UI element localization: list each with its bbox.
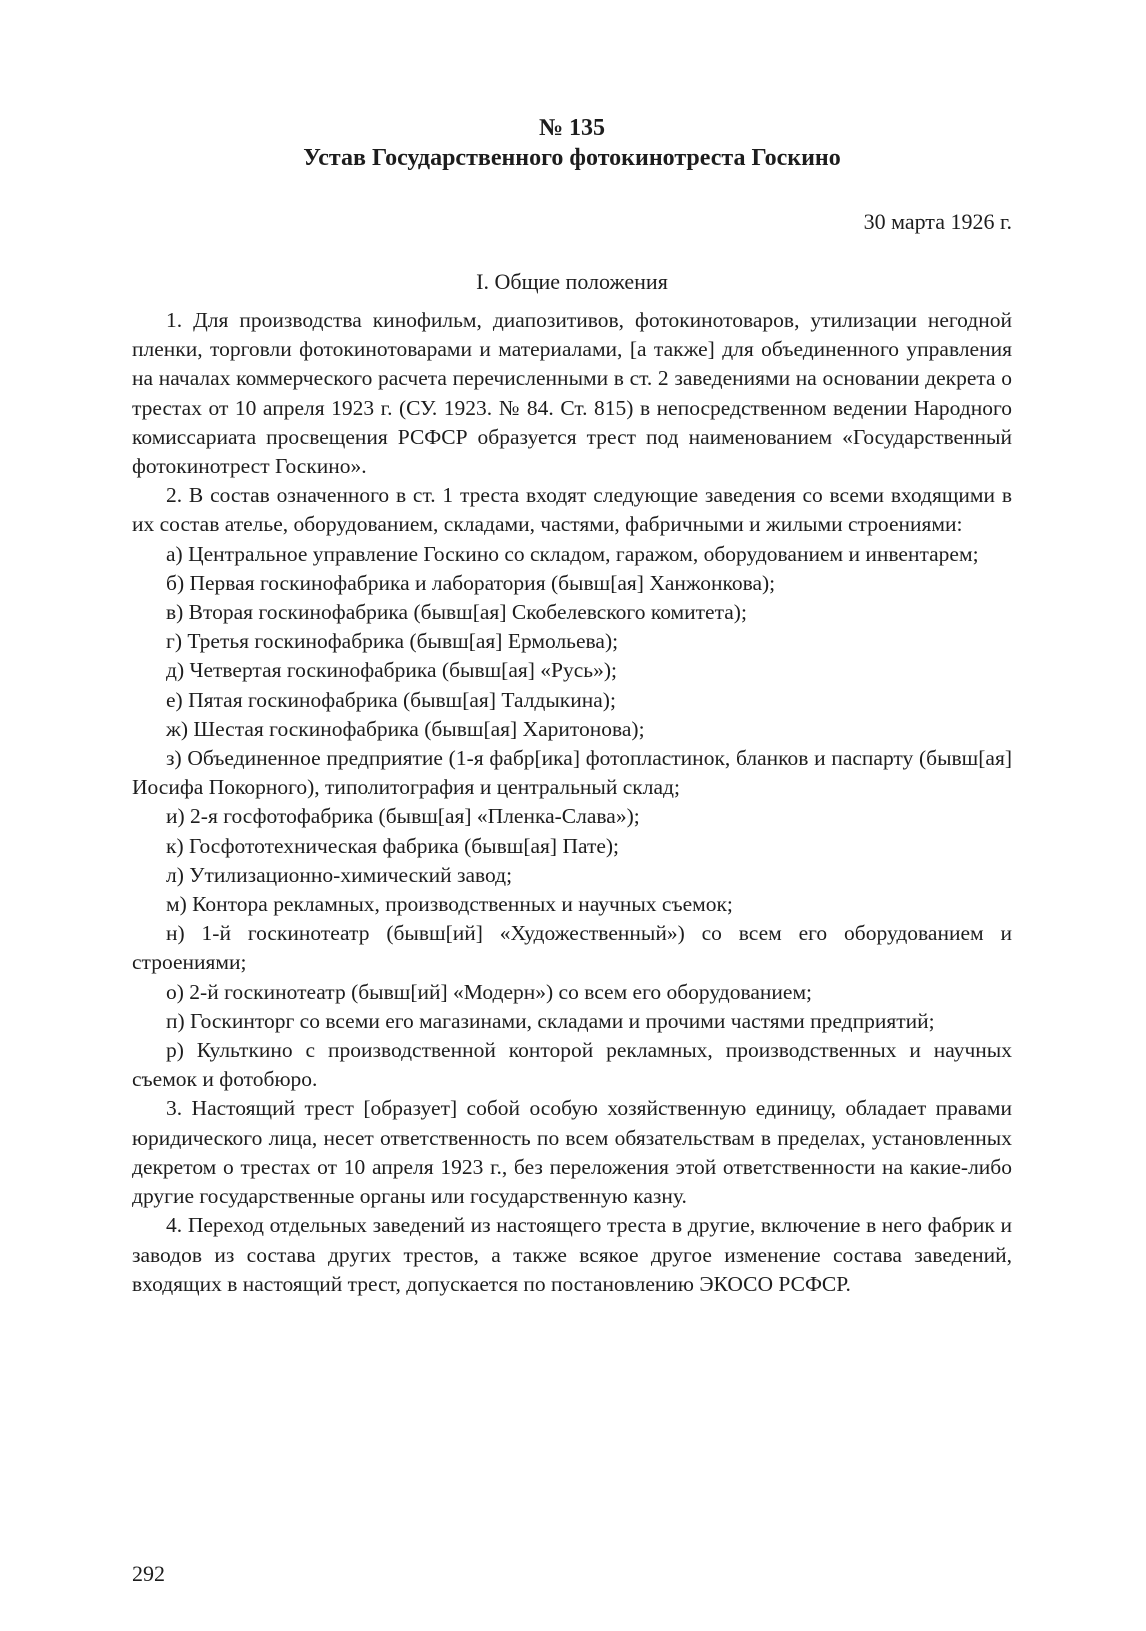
list-item-o: о) 2-й госкинотеатр (бывш[ий] «Модерн») со всем его оборудованием; <box>166 979 813 1004</box>
document-date: 30 марта 1926 г. <box>863 209 1012 234</box>
list-item-g: г) Третья госкинофабрика (бывш[ая] Ермольева); <box>166 629 619 654</box>
paragraph-1: 1. Для производства кинофильм, диапозитивов, фотокинотоваров, утилизации негодной пленки, торговли фотокинотоварами и материалами, [а также] для объединенного управления на началах коммерческого расчета перечисленными в ст. 2 заведениями на основании декрета о трестах от 10 апреля 1923 г. (СУ. 1923. № 84. Ст. 815) в непосредственном ведении Народного комиссариата просвещения РСФСР образуется трест под наименованием «Государственный фотокинотрест Госкино». <box>132 308 1012 479</box>
list-item-p: п) Госкинторг со всеми его магазинами, складами и прочими частями предприятий; <box>166 1008 935 1033</box>
document-title: Устав Государственного фотокинотреста Госкино <box>303 145 841 171</box>
list-item-i: и) 2-я госфотофабрика (бывш[ая] «Пленка-Слава»); <box>166 804 640 829</box>
paragraph-3: 3. Настоящий трест [образует] собой особую хозяйственную единицу, обладает правами юридического лица, несет ответственность по всем обязательствам в пределах, установленных декретом о трестах от 10 апреля 1923 г., без переложения этой ответственности на какие-либо другие государственные органы или государственную казну. <box>132 1096 1012 1209</box>
list-item-zh: ж) Шестая госкинофабрика (бывш[ая] Харитонова); <box>166 716 645 741</box>
list-item-n: н) 1-й госкинотеатр (бывш[ий] «Художественный») со всем его оборудованием и строениями; <box>132 921 1012 975</box>
page-number: 292 <box>132 1561 165 1586</box>
list-item-z: з) Объединенное предприятие (1-я фабр[ика] фотопластинок, бланков и паспарту (бывш[ая] Иосифа Покорного), типолитография и центральный склад; <box>132 746 1012 800</box>
list-item-b: б) Первая госкинофабрика и лаборатория (бывш[ая] Ханжонкова); <box>166 570 776 595</box>
paragraph-4: 4. Переход отдельных заведений из настоящего треста в другие, включение в него фабрик и заводов из состава других трестов, а также всякое другое изменение состава заведений, входящих в настоящий трест, допускается по постановлению ЭКОСО РСФСР. <box>132 1213 1012 1296</box>
list-item-r: р) Культкино с производственной конторой рекламных, производственных и научных съемок и фотобюро. <box>132 1038 1012 1092</box>
list-item-k: к) Госфототехническая фабрика (бывш[ая] Пате); <box>166 833 620 858</box>
list-item-m: м) Контора рекламных, производственных и научных съемок; <box>166 892 733 917</box>
list-item-a: а) Центральное управление Госкино со складом, гаражом, оборудованием и инвентарем; <box>166 541 979 566</box>
paragraph-2: 2. В состав означенного в ст. 1 треста входят следующие заведения со всеми входящими в их состав ателье, оборудованием, складами, частями, фабричными и жилыми строениями: <box>132 483 1012 537</box>
document-body <box>132 306 1012 1299</box>
section-heading: I. Общие положения <box>476 269 668 294</box>
list-item-l: л) Утилизационно-химический завод; <box>166 862 513 887</box>
list-item-e: е) Пятая госкинофабрика (бывш[ая] Талдыкина); <box>166 687 616 712</box>
document-number: № 135 <box>538 115 606 141</box>
list-item-d: д) Четвертая госкинофабрика (бывш[ая] «Русь»); <box>166 658 617 683</box>
list-item-v: в) Вторая госкинофабрика (бывш[ая] Скобелевского комитета); <box>166 600 747 625</box>
